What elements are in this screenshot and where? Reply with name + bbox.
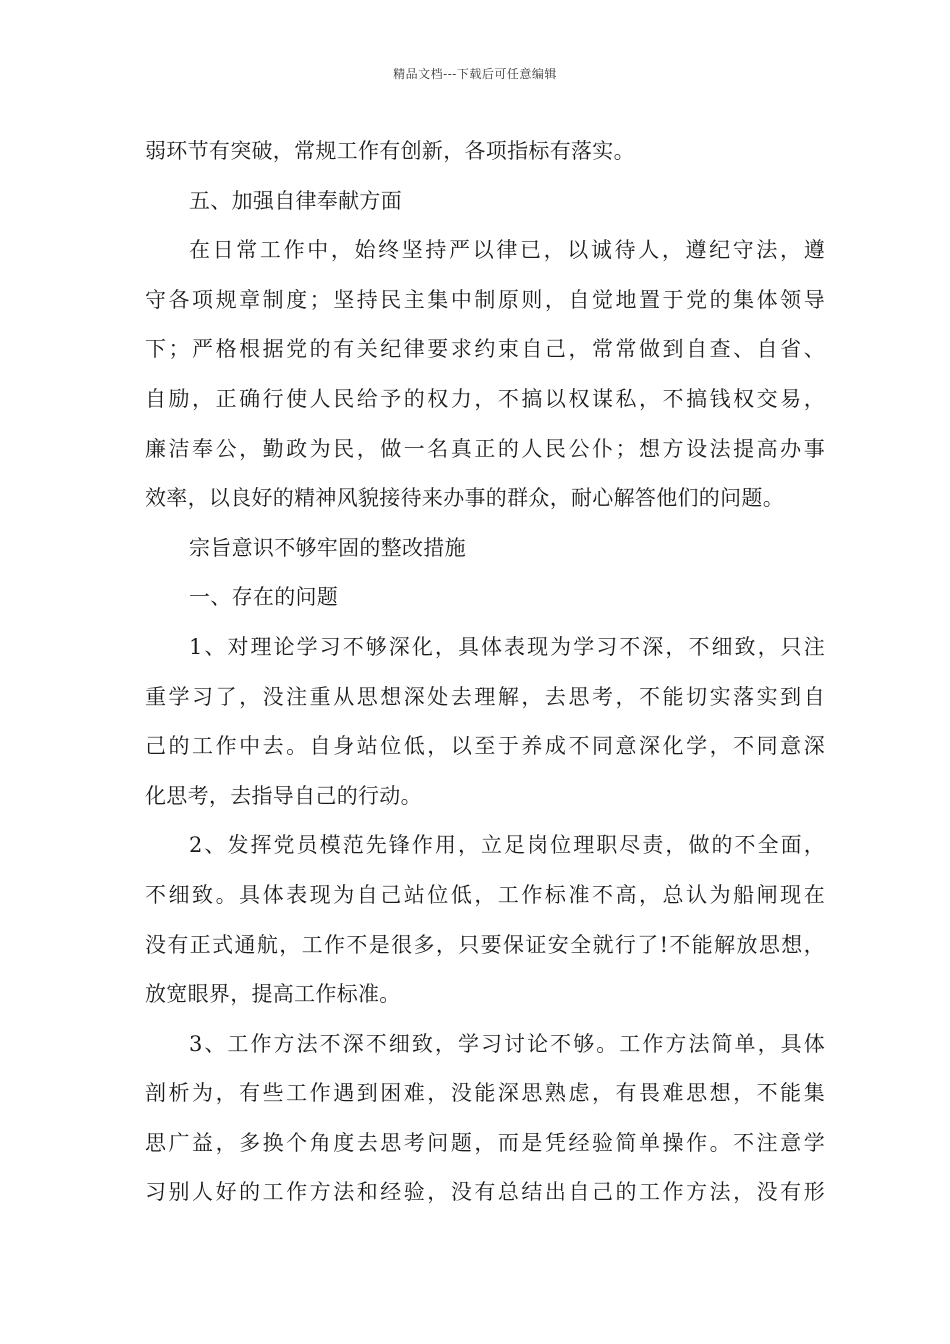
text-line: 重学习了，没注重从思想深处去理解，去思考，不能切实落实到自: [145, 684, 825, 709]
text-line: 1、对理论学习不够深化，具体表现为学习不深，不细致，只注: [189, 634, 825, 659]
document-body: [145, 127, 825, 1218]
text-line: 五、加强自律奉献方面: [189, 188, 402, 213]
text-line: 弱环节有突破，常规工作有创新，各项指标有落实。: [145, 139, 635, 163]
text-line: 化思考，去指导自己的行动。: [145, 783, 422, 808]
text-line: 下；严格根据党的有关纪律要求约束自己，常常做到自查、自省、: [145, 337, 825, 362]
text-line: 3、工作方法不深不细致，学习讨论不够。工作方法简单，具体: [189, 1031, 825, 1056]
text-line: 己的工作中去。自身站位低，以至于养成不同意深化学，不同意深: [145, 734, 825, 759]
text-line: 2、发挥党员模范先锋作用，立足岗位理职尽责，做的不全面，: [189, 833, 825, 858]
text-line: 习别人好的工作方法和经验，没有总结出自己的工作方法，没有形: [145, 1180, 825, 1205]
text-line: 在日常工作中，始终坚持严以律已，以诚待人，遵纪守法，遵: [189, 238, 825, 263]
text-line: 思广益，多换个角度去思考问题，而是凭经验简单操作。不注意学: [145, 1130, 825, 1155]
text-line: 自励，正确行使人民给予的权力，不搞以权谋私，不搞钱权交易，: [145, 386, 825, 411]
text-line: 放宽眼界，提高工作标准。: [145, 982, 401, 1007]
text-line: 剖析为，有些工作遇到困难，没能深思熟虑，有畏难思想，不能集: [145, 1081, 825, 1106]
text-line: 不细致。具体表现为自己站位低，工作标准不高，总认为船闸现在: [145, 882, 825, 907]
text-line: 廉洁奉公，勤政为民，做一名真正的人民公仆；想方设法提高办事: [145, 436, 825, 461]
text-line: 一、存在的问题: [189, 585, 339, 610]
page-header: 精品文档---下载后可任意编辑: [393, 67, 557, 81]
text-line: 守各项规章制度；坚持民主集中制原则，自觉地置于党的集体领导: [145, 287, 825, 312]
text-line: 宗旨意识不够牢固的整改措施: [189, 535, 466, 560]
text-line: 效率，以良好的精神风貌接待来办事的群众，耐心解答他们的问题。: [145, 486, 784, 511]
text-line: 没有正式通航，工作不是很多，只要保证安全就行了!不能解放思想，: [145, 932, 825, 957]
